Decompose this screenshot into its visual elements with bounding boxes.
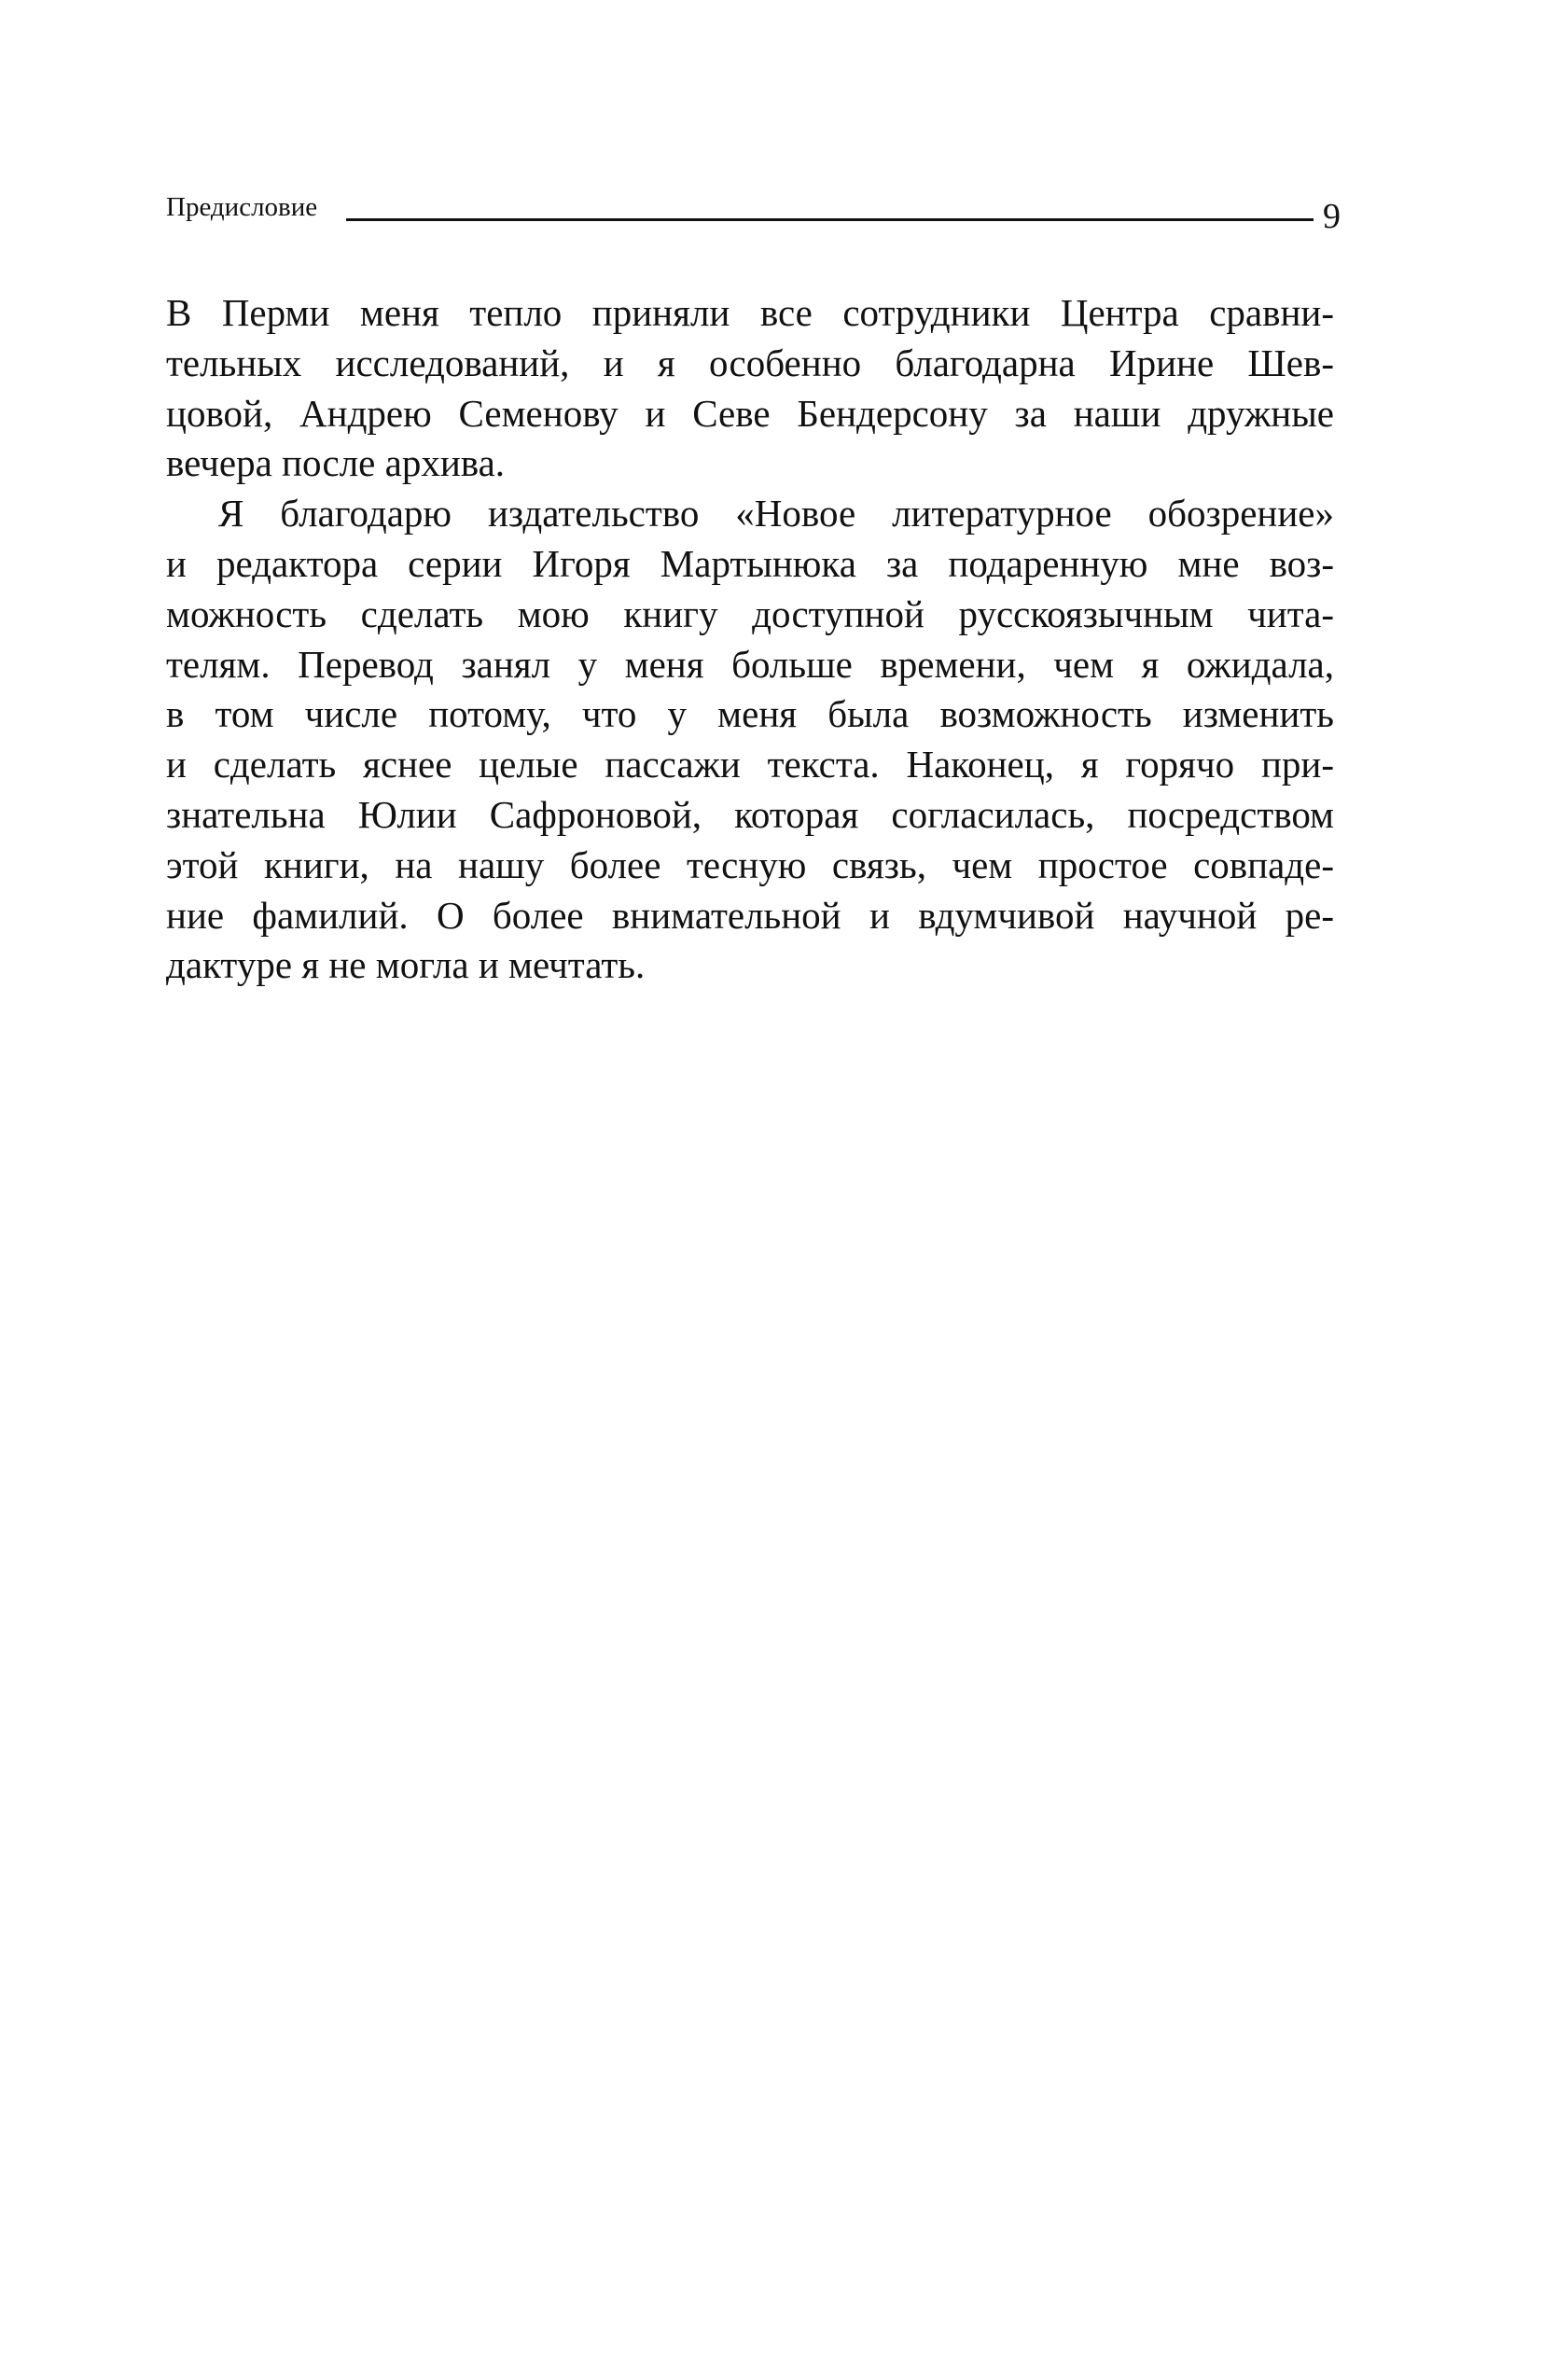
running-head-title: Предисловие xyxy=(166,192,318,222)
text-line: вечера после архива. xyxy=(166,441,506,485)
text-line: дактуре я не могла и мечтать. xyxy=(166,943,646,987)
text-line: В Перми меня тепло приняли все сотрудники Центра сравни- xyxy=(166,291,1334,334)
text-line: и редактора серии Игоря Мартынюка за подаренную мне воз- xyxy=(166,541,1334,585)
page-number: 9 xyxy=(1323,197,1341,236)
header-rule xyxy=(346,218,1314,221)
text-line: телям. Перевод занял у меня больше времени, чем я ожидала, xyxy=(166,642,1334,686)
text-line: этой книги, на нашу более тесную связь, чем простое совпаде- xyxy=(166,842,1334,886)
text-line: тельных исследований, и я особенно благодарна Ирине Шев- xyxy=(166,341,1334,384)
text-line: цовой, Андрею Семенову и Севе Бендерсону за наши дружные xyxy=(166,391,1334,435)
text-line: знательна Юлии Сафроновой, которая согласилась, посредством xyxy=(166,792,1334,836)
text-line: Я благодарю издательство «Новое литературное обозрение» xyxy=(218,492,1334,536)
text-line: можность сделать мою книгу доступной русскоязычным чита- xyxy=(166,592,1334,635)
text-line: и сделать яснее целые пассажи текста. Наконец, я горячо при- xyxy=(166,743,1334,786)
text-line: ние фамилий. О более внимательной и вдумчивой научной ре- xyxy=(166,893,1334,937)
text-line: в том числе потому, что у меня была возможность изменить xyxy=(166,692,1334,736)
body-text xyxy=(166,288,1334,991)
